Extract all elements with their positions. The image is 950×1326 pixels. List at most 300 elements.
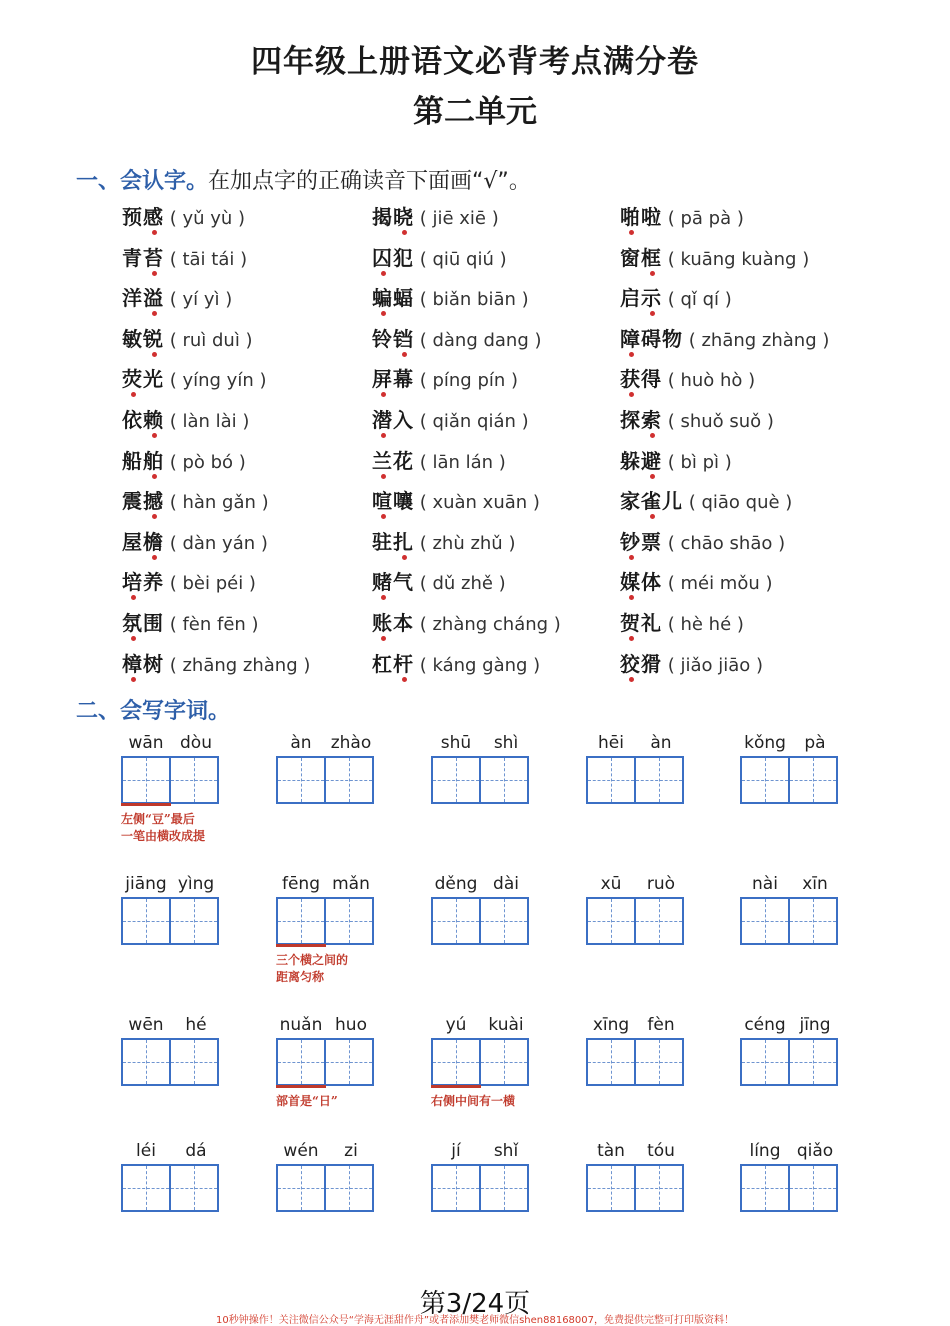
writing-block — [586, 874, 696, 989]
dotted-char: 樟 — [122, 648, 143, 677]
word — [122, 408, 164, 432]
word-item — [620, 485, 792, 514]
word-char: 敏 — [122, 327, 143, 351]
word-char: 花 — [393, 449, 414, 473]
word-item — [122, 363, 266, 392]
pinyin-label: jiāng — [125, 874, 167, 894]
dotted-char: 啪 — [620, 201, 641, 230]
pinyin-label: tóu — [647, 1141, 675, 1161]
pinyin-choices[interactable]: ( káng gàng ) — [414, 655, 541, 676]
writing-block — [586, 733, 696, 848]
word — [372, 286, 414, 310]
pinyin-label: líng — [749, 1141, 781, 1161]
pinyin-label: wān — [128, 733, 164, 753]
word-char: 依 — [122, 408, 143, 432]
word-item — [620, 201, 744, 230]
tianzige-grid — [276, 1164, 374, 1212]
pinyin-label: hé — [185, 1015, 207, 1035]
pinyin-label: huo — [335, 1015, 367, 1035]
word-char: 入 — [393, 408, 414, 432]
writing-cell[interactable] — [790, 1040, 836, 1084]
writing-block — [740, 733, 850, 848]
word-item — [620, 404, 774, 433]
word — [122, 489, 164, 513]
word-item — [372, 201, 499, 230]
pinyin-choices[interactable]: ( zhàng cháng ) — [414, 614, 561, 635]
hint-line: 距离匀称 — [276, 970, 325, 984]
tianzige-grid — [740, 897, 838, 945]
dotted-char: 索 — [641, 404, 662, 433]
pinyin-choices[interactable]: ( zhāng zhàng ) — [164, 655, 311, 676]
tianzige-grid — [431, 897, 529, 945]
word-char: 洋 — [122, 286, 143, 310]
pinyin-choices[interactable]: ( yǔ yù ) — [164, 208, 246, 229]
writing-cell[interactable] — [742, 899, 790, 943]
pinyin-choices[interactable]: ( kuāng kuàng ) — [662, 249, 810, 270]
pinyin-label: xū — [600, 874, 622, 894]
writing-block — [431, 874, 541, 989]
word-item — [372, 323, 542, 352]
word-item — [620, 363, 755, 392]
writing-cell[interactable] — [123, 1166, 171, 1210]
word — [122, 327, 164, 351]
pinyin-choices[interactable]: ( shuǒ suǒ ) — [662, 411, 774, 432]
tianzige-grid — [740, 1038, 838, 1086]
pinyin-label: yìng — [177, 874, 215, 894]
dotted-char: 钞 — [620, 526, 641, 555]
word-char: 船 — [122, 449, 143, 473]
dotted-char: 撼 — [143, 485, 164, 514]
word — [372, 611, 414, 635]
writing-cell[interactable] — [588, 758, 636, 802]
word-item — [122, 648, 310, 677]
tianzige-grid — [121, 1038, 219, 1086]
pinyin-choices[interactable]: ( tāi tái ) — [164, 249, 248, 270]
word-char: 养 — [143, 570, 164, 594]
word-char: 票 — [641, 530, 662, 554]
pinyin-label: zhào — [330, 733, 372, 753]
tianzige-grid — [276, 897, 374, 945]
section1-heading: 一、会认字。 — [76, 169, 209, 194]
word-char: 驻 — [372, 530, 393, 554]
word — [372, 570, 414, 594]
writing-cell[interactable] — [481, 1040, 527, 1084]
word-char: 物 — [662, 327, 683, 351]
dotted-char: 避 — [641, 445, 662, 474]
dotted-char: 狡 — [620, 648, 641, 677]
pinyin-label: nuǎn — [279, 1015, 323, 1035]
writing-block — [431, 1015, 541, 1130]
word — [372, 530, 414, 554]
writing-block — [121, 874, 231, 989]
pinyin-label: yú — [445, 1015, 467, 1035]
pinyin-choices[interactable]: ( qiū qiú ) — [414, 249, 507, 270]
pinyin-label: xīn — [802, 874, 828, 894]
word — [620, 611, 662, 635]
writing-cell[interactable] — [790, 1166, 836, 1210]
pinyin-label: shū — [440, 733, 472, 753]
dotted-char: 囚 — [372, 242, 393, 271]
tianzige-grid — [431, 1164, 529, 1212]
section1-instruction: 在加点字的正确读音下面画“√”。 — [208, 169, 531, 194]
word — [372, 652, 414, 676]
page-subtitle: 第二单元 — [413, 94, 537, 130]
writing-cell[interactable] — [433, 1166, 481, 1210]
hint-underline — [276, 944, 326, 947]
word-item — [122, 445, 246, 474]
writing-block — [586, 1141, 696, 1256]
pinyin-label: mǎn — [332, 874, 370, 894]
word — [122, 530, 164, 554]
word-char: 启 — [620, 286, 641, 310]
dotted-char: 账 — [372, 607, 393, 636]
dotted-char: 培 — [122, 566, 143, 595]
word — [122, 652, 164, 676]
writing-cell[interactable] — [481, 899, 527, 943]
word — [620, 489, 683, 513]
word-char: 儿 — [662, 489, 683, 513]
writing-block — [431, 1141, 541, 1256]
pinyin-choices[interactable]: ( huò hò ) — [662, 370, 756, 391]
word — [620, 327, 683, 351]
dotted-char: 屏 — [372, 363, 393, 392]
word-item — [620, 607, 744, 636]
writing-cell[interactable] — [588, 1040, 636, 1084]
tianzige-grid — [586, 897, 684, 945]
pinyin-label: jí — [451, 1141, 461, 1161]
word — [372, 327, 414, 351]
dotted-char: 晓 — [393, 201, 414, 230]
pinyin-choices[interactable]: ( chāo shāo ) — [662, 533, 786, 554]
writing-cell[interactable] — [326, 758, 372, 802]
hint-line: 一笔由横改成提 — [121, 829, 206, 843]
pinyin-choices[interactable]: ( zhù zhǔ ) — [414, 533, 516, 554]
word-char: 嚷 — [393, 489, 414, 513]
dotted-char: 溢 — [143, 282, 164, 311]
word-item — [620, 323, 829, 352]
pinyin-label: jīng — [799, 1015, 831, 1035]
dotted-char: 锐 — [143, 323, 164, 352]
word-item — [372, 363, 518, 392]
page-title: 四年级上册语文必背考点满分卷 — [251, 44, 699, 80]
tianzige-grid — [431, 1038, 529, 1086]
word — [620, 205, 662, 229]
dotted-char: 铛 — [393, 323, 414, 352]
word — [372, 367, 414, 391]
dotted-char: 潜 — [372, 404, 393, 433]
word-char: 蝠 — [393, 286, 414, 310]
word-item — [122, 526, 268, 555]
pinyin-choices[interactable]: ( hàn gǎn ) — [164, 492, 269, 513]
word — [620, 408, 662, 432]
word-item — [122, 566, 256, 595]
pinyin-choices[interactable]: ( qǐ qí ) — [662, 289, 732, 310]
writing-block — [740, 1141, 850, 1256]
word — [122, 286, 164, 310]
hint-underline — [276, 1085, 326, 1088]
writing-cell[interactable] — [481, 758, 527, 802]
writing-cell[interactable] — [278, 1040, 326, 1084]
writing-hint — [121, 811, 205, 845]
writing-cell[interactable] — [433, 1040, 481, 1084]
section2-heading: 二、会写字词。 — [76, 699, 231, 724]
tianzige-grid — [586, 756, 684, 804]
dotted-char: 苔 — [143, 242, 164, 271]
dotted-char: 障 — [620, 323, 641, 352]
pinyin-label: dá — [185, 1141, 207, 1161]
writing-cell[interactable] — [278, 1166, 326, 1210]
word — [372, 205, 414, 229]
word-item — [620, 566, 773, 595]
hint-line: 部首是“日” — [276, 1094, 338, 1108]
dotted-char: 荧 — [122, 363, 143, 392]
pinyin-label: shǐ — [493, 1141, 519, 1161]
hint-line: 右侧中间有一横 — [431, 1094, 516, 1108]
word-item — [372, 404, 529, 433]
word-char: 体 — [641, 570, 662, 594]
pinyin-label: pà — [804, 733, 826, 753]
dotted-char: 示 — [641, 282, 662, 311]
hint-line: 左侧“豆”最后 — [121, 812, 195, 826]
word — [620, 367, 662, 391]
word — [620, 570, 662, 594]
pinyin-label: àn — [650, 733, 672, 753]
pinyin-choices[interactable]: ( bì pì ) — [662, 452, 732, 473]
pinyin-label: hēi — [598, 733, 624, 753]
dotted-char: 媒 — [620, 566, 641, 595]
writing-block — [740, 874, 850, 989]
word — [122, 611, 164, 635]
hint-line: 三个横之间的 — [276, 953, 349, 967]
word-char: 窗 — [620, 246, 641, 270]
pinyin-choices[interactable]: ( yíng yín ) — [164, 370, 267, 391]
writing-cell[interactable] — [326, 1166, 372, 1210]
writing-cell[interactable] — [171, 1040, 217, 1084]
pinyin-choices[interactable]: ( xuàn xuān ) — [414, 492, 540, 513]
pinyin-label: àn — [290, 733, 312, 753]
pinyin-label: zi — [344, 1141, 358, 1161]
writing-cell[interactable] — [790, 899, 836, 943]
writing-block — [586, 1015, 696, 1130]
writing-hint — [276, 1093, 338, 1110]
dotted-char: 兰 — [372, 445, 393, 474]
word-item — [620, 648, 763, 677]
pinyin-choices[interactable]: ( lān lán ) — [414, 452, 506, 473]
pinyin-choices[interactable]: ( pò bó ) — [164, 452, 246, 473]
word-item — [372, 445, 506, 474]
pinyin-choices[interactable]: ( píng pín ) — [414, 370, 519, 391]
word-item — [372, 648, 540, 677]
pinyin-label: kǒng — [744, 733, 786, 753]
writing-cell[interactable] — [433, 899, 481, 943]
writing-cell[interactable] — [123, 758, 171, 802]
word-char: 屋 — [122, 530, 143, 554]
writing-cell[interactable] — [636, 899, 682, 943]
word-item — [122, 607, 259, 636]
pinyin-choices[interactable]: ( hè hé ) — [662, 614, 744, 635]
writing-cell[interactable] — [588, 1166, 636, 1210]
word-char: 家 — [620, 489, 641, 513]
writing-cell[interactable] — [278, 758, 326, 802]
pinyin-label: děng — [434, 874, 478, 894]
word-char: 猾 — [641, 652, 662, 676]
tianzige-grid — [586, 1038, 684, 1086]
word-char: 预 — [122, 205, 143, 229]
writing-cell[interactable] — [742, 1166, 790, 1210]
tianzige-grid — [276, 1038, 374, 1086]
section1-heading-row — [76, 164, 531, 195]
pinyin-choices[interactable]: ( qiǎn qián ) — [414, 411, 529, 432]
writing-block — [121, 733, 231, 848]
word-item — [122, 404, 249, 433]
dotted-char: 舶 — [143, 445, 164, 474]
pinyin-choices[interactable]: ( dǔ zhě ) — [414, 573, 506, 594]
word-char: 幕 — [393, 367, 414, 391]
writing-block — [121, 1141, 231, 1256]
word-item — [122, 323, 253, 352]
word-char: 树 — [143, 652, 164, 676]
word-char: 啦 — [641, 205, 662, 229]
page-number: 第3/24页 — [419, 1289, 531, 1319]
pinyin-label: dòu — [180, 733, 212, 753]
pinyin-choices[interactable]: ( jiǎo jiāo ) — [662, 655, 764, 676]
writing-cell[interactable] — [123, 899, 171, 943]
word-char: 礼 — [641, 611, 662, 635]
dotted-char: 框 — [641, 242, 662, 271]
pinyin-label: céng — [744, 1015, 786, 1035]
word-item — [372, 485, 540, 514]
dotted-char: 檐 — [143, 526, 164, 555]
tianzige-grid — [740, 1164, 838, 1212]
writing-cell[interactable] — [326, 1040, 372, 1084]
writing-cell[interactable] — [636, 1166, 682, 1210]
word-item — [122, 485, 269, 514]
word-char: 围 — [143, 611, 164, 635]
word-item — [122, 201, 245, 230]
dotted-char: 蝙 — [372, 282, 393, 311]
word — [620, 449, 662, 473]
dotted-char: 扎 — [393, 526, 414, 555]
word-char: 碍 — [641, 327, 662, 351]
word-item — [372, 566, 506, 595]
pinyin-choices[interactable]: ( ruì duì ) — [164, 330, 253, 351]
writing-cell[interactable] — [588, 899, 636, 943]
pinyin-label: xīng — [592, 1015, 630, 1035]
tianzige-grid — [121, 756, 219, 804]
word-item — [372, 526, 515, 555]
word-item — [620, 526, 785, 555]
pinyin-label: shì — [493, 733, 519, 753]
pinyin-label: qiǎo — [796, 1141, 834, 1161]
word — [372, 449, 414, 473]
word-char: 铃 — [372, 327, 393, 351]
footer-notice: 10秒钟操作！关注微信公众号“学海无涯甜作舟”或者添加樊老师微信shen88168007，免费提供完整可打印版资料！ — [215, 1315, 735, 1326]
word — [372, 408, 414, 432]
pinyin-label: kuài — [488, 1015, 524, 1035]
writing-block — [740, 1015, 850, 1130]
tianzige-grid — [740, 756, 838, 804]
pinyin-choices[interactable]: ( jiē xiē ) — [414, 208, 499, 229]
writing-cell[interactable] — [636, 758, 682, 802]
writing-cell[interactable] — [790, 758, 836, 802]
pinyin-label: tàn — [597, 1141, 625, 1161]
word-item — [122, 242, 247, 271]
pinyin-choices[interactable]: ( dàng dang ) — [414, 330, 542, 351]
word — [122, 246, 164, 270]
writing-cell[interactable] — [171, 758, 217, 802]
pinyin-label: wēn — [128, 1015, 164, 1035]
word — [620, 286, 662, 310]
pinyin-choices[interactable]: ( qiāo què ) — [683, 492, 793, 513]
pinyin-choices[interactable]: ( méi mǒu ) — [662, 573, 773, 594]
word-item — [620, 242, 809, 271]
word-item — [122, 282, 232, 311]
dotted-char: 贺 — [620, 607, 641, 636]
word — [122, 570, 164, 594]
dotted-char: 赌 — [372, 566, 393, 595]
word-char: 气 — [393, 570, 414, 594]
writing-block — [276, 1141, 386, 1256]
pinyin-choices[interactable]: ( fèn fēn ) — [164, 614, 259, 635]
word — [372, 489, 414, 513]
writing-cell[interactable] — [123, 1040, 171, 1084]
pinyin-label: fēng — [281, 874, 320, 894]
pinyin-choices[interactable]: ( zhāng zhàng ) — [683, 330, 830, 351]
dotted-char: 喧 — [372, 485, 393, 514]
word-item — [620, 282, 732, 311]
pinyin-label: ruò — [646, 874, 676, 894]
writing-cell[interactable] — [481, 1166, 527, 1210]
writing-cell[interactable] — [171, 1166, 217, 1210]
tianzige-grid — [586, 1164, 684, 1212]
word — [122, 205, 164, 229]
word-char: 得 — [641, 367, 662, 391]
writing-cell[interactable] — [171, 899, 217, 943]
writing-cell[interactable] — [278, 899, 326, 943]
word-item — [372, 242, 507, 271]
pinyin-choices[interactable]: ( dàn yán ) — [164, 533, 268, 554]
dotted-char: 赖 — [143, 404, 164, 433]
word — [620, 246, 662, 270]
tianzige-grid — [121, 897, 219, 945]
dotted-char: 杆 — [393, 648, 414, 677]
word-char: 光 — [143, 367, 164, 391]
pinyin-choices[interactable]: ( biǎn biān ) — [414, 289, 529, 310]
word-char: 震 — [122, 489, 143, 513]
hint-underline — [121, 803, 171, 806]
word-char: 探 — [620, 408, 641, 432]
dotted-char: 获 — [620, 363, 641, 392]
writing-hint — [276, 952, 348, 986]
writing-block — [276, 874, 386, 989]
writing-cell[interactable] — [326, 899, 372, 943]
writing-cell[interactable] — [742, 1040, 790, 1084]
word-item — [372, 607, 561, 636]
dotted-char: 氛 — [122, 607, 143, 636]
writing-cell[interactable] — [433, 758, 481, 802]
pinyin-choices[interactable]: ( bèi péi ) — [164, 573, 256, 594]
dotted-char: 雀 — [641, 485, 662, 514]
word-item — [372, 282, 529, 311]
writing-cell[interactable] — [742, 758, 790, 802]
pinyin-label: léi — [136, 1141, 156, 1161]
pinyin-choices[interactable]: ( pā pà ) — [662, 208, 744, 229]
pinyin-choices[interactable]: ( làn lài ) — [164, 411, 250, 432]
pinyin-choices[interactable]: ( yí yì ) — [164, 289, 233, 310]
writing-cell[interactable] — [636, 1040, 682, 1084]
tianzige-grid — [276, 756, 374, 804]
hint-underline — [431, 1085, 481, 1088]
